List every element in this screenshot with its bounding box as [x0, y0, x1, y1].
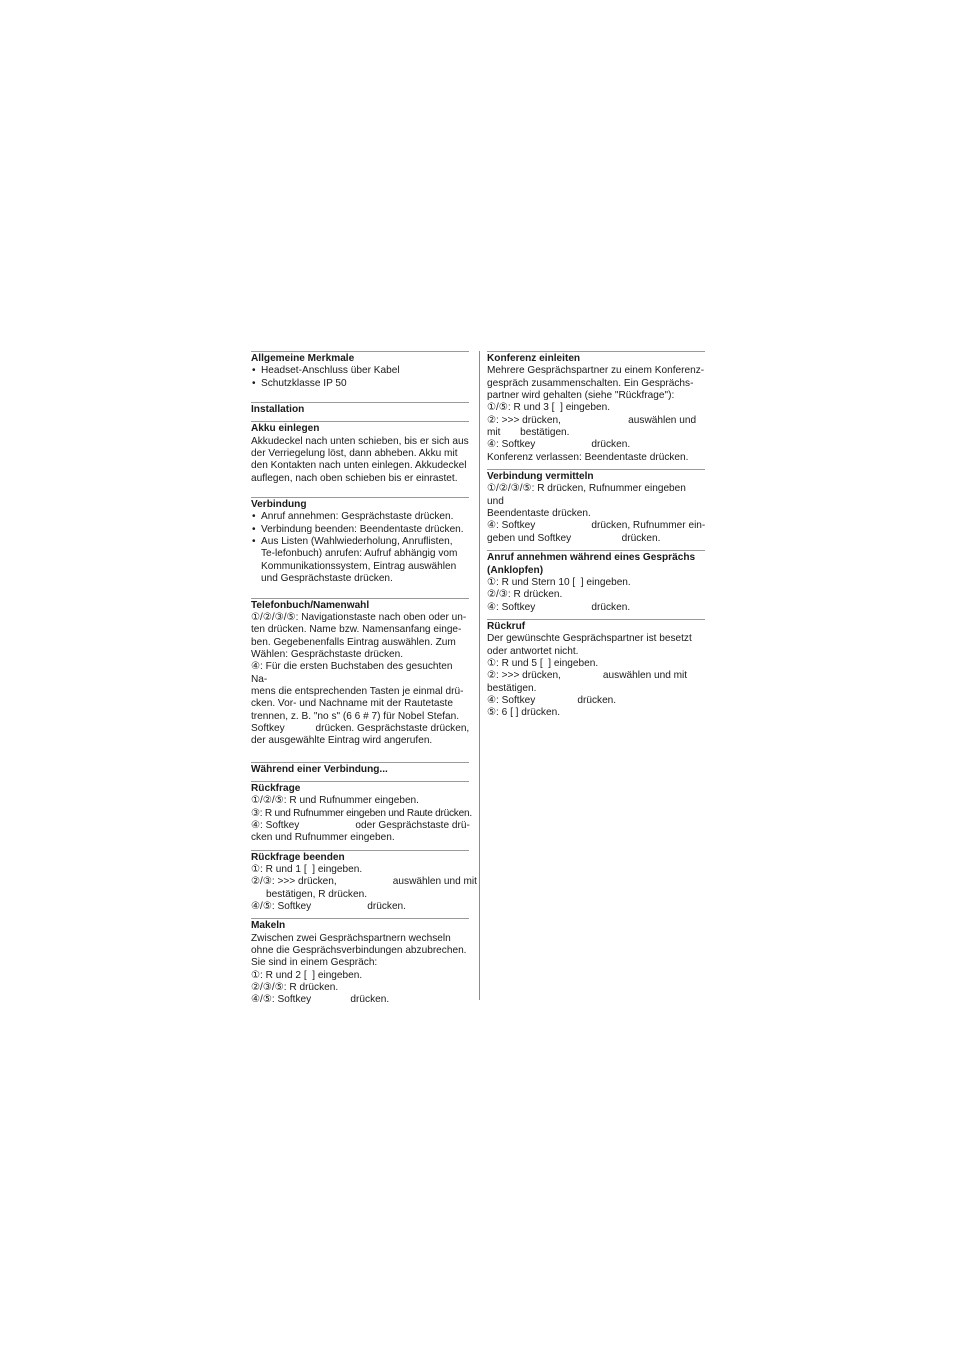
text-line: partner wird gehalten (siehe "Rückfrage"): — [487, 390, 675, 402]
section-end-consultation — [251, 850, 477, 914]
right-column — [487, 351, 705, 720]
text-line: ②/③/⑤: R drücken. — [251, 982, 339, 994]
connection-list — [251, 511, 469, 585]
section-title: Telefonbuch/Namenwahl — [251, 599, 370, 611]
column-divider — [479, 351, 480, 1000]
text-line: auflegen, nach oben schieben bis er einrastet. — [251, 472, 458, 484]
section-conference — [487, 351, 705, 464]
section-battery — [251, 421, 469, 485]
text-line: cken und Rufnummer eingeben. — [251, 832, 395, 844]
text-line: Sie sind in einem Gespräch: — [251, 957, 378, 969]
text-line: ④: Softkey drücken, Rufnummer ein- — [487, 520, 706, 532]
text-line: ①: R und Stern 10 [ ] eingeben. — [487, 576, 631, 588]
text-line: ten drücken. Name bzw. Namensanfang einge- — [251, 624, 462, 636]
text-line: ①: R und 5 [ ] eingeben. — [487, 657, 599, 669]
section-toggle — [251, 918, 469, 1006]
section-callback — [487, 619, 705, 720]
text-line: cken. Vor- und Nachname mit der Rautetaste — [251, 698, 453, 710]
section-title: Installation — [251, 404, 305, 416]
section-title: Rückfrage beenden — [251, 851, 345, 863]
list-item: • Headset-Anschluss über Kabel — [251, 365, 469, 377]
text-line: den Kontakten nach unten einlegen. Akkudeckel — [251, 460, 467, 472]
text-line: Konferenz verlassen: Beendentaste drücken. — [487, 451, 689, 463]
text-line: der Verriegelung löst, dann abheben. Akku mit — [251, 448, 458, 460]
section-title: Verbindung vermitteln — [487, 471, 594, 483]
text-line: bestätigen, R drücken. — [266, 888, 367, 900]
text-line: Beendentaste drücken. — [487, 508, 591, 520]
text-line: mens die entsprechenden Tasten je einmal drü- — [251, 685, 464, 697]
text-line: ①: R und 2 [ ] eingeben. — [251, 969, 363, 981]
text-line: ②: >>> drücken, auswählen und — [487, 414, 697, 426]
section-title: Konferenz einleiten — [487, 353, 581, 364]
section-during-call — [251, 762, 469, 776]
text-line: gespräch zusammenschalten. Ein Gesprächs- — [487, 377, 694, 389]
text-line: Wählen: Gesprächstaste drücken. — [251, 648, 404, 660]
section-connection — [251, 497, 469, 585]
list-item: • Aus Listen (Wahlwiederholung, Anruflisten, Te-lefonbuch) anrufen: Aufruf abhängig vom Kommunikationssystem, Eintrag auswählen und Gesprächstaste drücken. — [251, 536, 469, 585]
section-title: Anruf annehmen während eines Gesprächs (Anklopfen) — [487, 552, 696, 576]
text-line: ①/②/⑤: R und Rufnummer eingeben. — [251, 795, 419, 807]
text-line: bestätigen. — [487, 682, 537, 694]
text-line: Zwischen zwei Gesprächspartnern wechseln — [251, 932, 451, 944]
text-line: ①/②/③/⑤: R drücken, Rufnummer eingeben und — [487, 483, 686, 507]
text-line: ③: R und Rufnummer eingeben und Raute drücken. — [251, 807, 472, 819]
text-line: ①/②/③/⑤: Navigationstaste nach oben oder un- — [251, 611, 467, 623]
text-line: ①/⑤: R und 3 [ ] eingeben. — [487, 402, 611, 414]
text-line: ②: >>> drücken, auswählen und mit — [487, 670, 688, 682]
section-title: Während einer Verbindung... — [251, 763, 388, 775]
text-line: ④: Softkey drücken. — [487, 439, 631, 451]
text-line: ④: Softkey drücken. — [487, 694, 617, 706]
text-line: ②/③: >>> drücken, auswählen und mit — [251, 876, 477, 888]
text-line: ④/⑤: Softkey drücken. — [251, 901, 406, 913]
text-line: der ausgewählte Eintrag wird angerufen. — [251, 735, 433, 747]
text-line: ②/③: R drücken. — [487, 589, 563, 601]
section-title: Rückfrage — [251, 782, 301, 794]
text-line: ④: Softkey drücken. — [487, 601, 631, 613]
text-line: Mehrere Gesprächspartner zu einem Konferenz- — [487, 365, 705, 377]
text-line: ⑤: 6 [ ] drücken. — [487, 707, 561, 719]
text-line: geben und Softkey drücken. — [487, 532, 661, 544]
text-line: ohne die Gesprächsverbindungen abzubrechen. — [251, 945, 467, 957]
section-consultation — [251, 781, 472, 845]
text-line: ben. Gegebenenfalls Eintrag auswählen. Zum — [251, 636, 456, 648]
section-phonebook — [251, 598, 469, 748]
text-line: Softkey drücken. Gesprächstaste drücken, — [251, 722, 470, 734]
section-title: Allgemeine Merkmale — [251, 353, 355, 364]
section-installation — [251, 402, 469, 416]
text-line: ④: Für die ersten Buchstaben des gesuchten Na- — [251, 661, 453, 685]
section-title: Rückruf — [487, 620, 526, 632]
list-item: • Verbindung beenden: Beendentaste drücken. — [251, 524, 469, 536]
text-line: ④/⑤: Softkey drücken. — [251, 994, 390, 1006]
list-item: • Schutzklasse IP 50 — [251, 378, 469, 390]
text-line: ④: Softkey oder Gesprächstaste drü- — [251, 820, 470, 831]
section-call-waiting — [487, 550, 705, 614]
text-line: Akkudeckel nach unten schieben, bis er sich aus — [251, 435, 469, 447]
section-transfer — [487, 469, 705, 545]
feature-list — [251, 365, 469, 390]
list-item: • Anruf annehmen: Gesprächstaste drücken. — [251, 511, 469, 523]
section-title: Akku einlegen — [251, 423, 320, 435]
text-line: Der gewünschte Gesprächspartner ist besetzt — [487, 633, 692, 645]
section-general-features — [251, 351, 469, 390]
section-title: Verbindung — [251, 499, 307, 511]
text-line: trennen, z. B. "no s" (6 6 # 7) für Nobel Stefan. — [251, 710, 460, 722]
section-title: Makeln — [251, 920, 286, 932]
text-line: oder antwortet nicht. — [487, 645, 579, 657]
text-line: mit bestätigen. — [487, 427, 570, 439]
left-column — [251, 351, 477, 1007]
text-line: ①: R und 1 [ ] eingeben. — [251, 864, 363, 876]
